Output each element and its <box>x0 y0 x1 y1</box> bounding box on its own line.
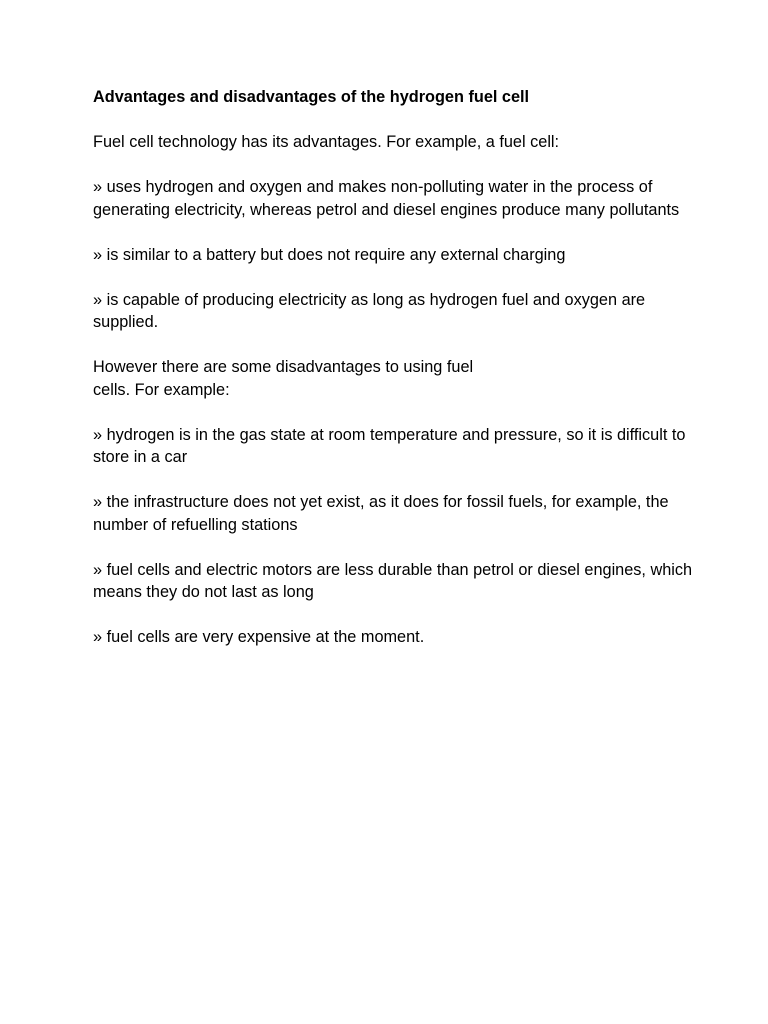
disadvantage-item: » hydrogen is in the gas state at room temperature and pressure, so it is difficult to store in a car <box>93 425 686 466</box>
disadvantage-item: » the infrastructure does not yet exist, as it does for fossil fuels, for example, the number of refuelling stations <box>93 493 669 534</box>
disadvantage-item: » fuel cells are very expensive at the moment. <box>93 628 425 646</box>
document-body <box>93 86 693 671</box>
disadvantages-intro-line-1: However there are some disadvantages to using fuel <box>93 358 474 376</box>
disadvantages-intro-line-2: cells. For example: <box>93 380 230 399</box>
advantage-item: » is capable of producing electricity as long as hydrogen fuel and oxygen are supplied. <box>93 290 646 331</box>
disadvantages-intro <box>93 356 693 401</box>
advantages-intro: Fuel cell technology has its advantages. For example, a fuel cell: <box>93 133 560 151</box>
advantage-item: » is similar to a battery but does not require any external charging <box>93 245 566 264</box>
document-title: Advantages and disadvantages of the hydrogen fuel cell <box>93 88 530 106</box>
disadvantage-item: » fuel cells and electric motors are less durable than petrol or diesel engines, which means they do not last as long <box>93 560 693 601</box>
advantage-item: » uses hydrogen and oxygen and makes non-polluting water in the process of generating electricity, whereas petrol and diesel engines produce many pollutants <box>93 178 680 219</box>
